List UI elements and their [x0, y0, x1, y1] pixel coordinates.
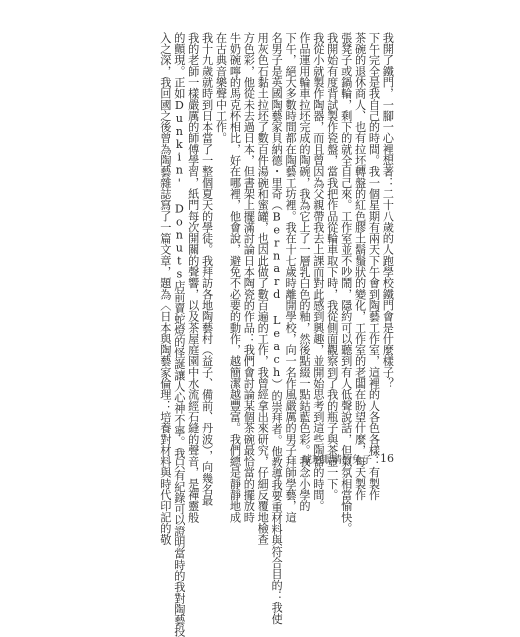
text-column: 茶碗的退休商人、也有拉坯轉盤的紅色膠土鬍鬚狀的變化，工作室的老闆在盼望什麼，每天製作 — [353, 32, 367, 501]
text-column: 作品運用輪車拉坯完成的陶碗，我為它上了一層乳白色的釉，然後點綴一點鈷藍色彩。我念小學的 — [297, 32, 311, 512]
text-column: 我開了鐵門，一腳一心裡想著：二十八歲的人跑學校鐵門會是什麼樣子？ — [381, 32, 395, 389]
text-column: 我的老師一樣嚴厲的師傅學習，紙門每次開關的聲響，以及茶屋庭園中水流經石縫的聲音，是禪靈般 — [186, 32, 200, 523]
text-column: 在古典音樂聲中工作。 — [214, 32, 228, 144]
text-column: 入之深，我回國之後曾為陶藝雜誌寫了一篇文章，題為〈日本與陶藝家倫理：培養對材料與時代印記的敬 — [158, 32, 172, 545]
text-column: 張凳子或鍋輪，剩下的就全自己來。工作室並不吵鬧，隱約可以聽到有人低聲說話，但氣氛相當愉快。 — [339, 32, 353, 534]
text-column: 牛奶碗嚀的馬克杯相比，好在哪裡，他會說，避免不必要的動作，越簡潔越豐富。我們總是靜靜地成 — [228, 32, 242, 523]
book-title: 琥珀眼睛的兔子 — [302, 455, 372, 466]
text-column: 的顫現。正如Dunkin' Donuts店前賣蛇燈的怪誕讓人心神不寧。我只有紀錄可以證明當時的我對陶藝投 — [172, 32, 186, 637]
text-column: 名男子是英國陶藝家貝納德・里奇（Bernard Leach）的崇拜者。他教導我要重材料與符合目的：我使 — [270, 32, 284, 625]
page-number: 16 — [380, 452, 394, 465]
text-column: 方色彩，他從未去過日本，但書架上擺滿討論日本陶瓷的作品：我們會討論某個茶碗最恰當的擺放時 — [242, 32, 256, 523]
text-column: 用灰色石黏土拉坯了數百件湯碗和蜜罐，也因此做了數百遍的工作，我曾經拿出來研究，仔細反覆地檢查 — [256, 32, 270, 545]
text-column: 下午，絕大多數時間都在陶藝工坊裡。我在十七歲時離開學校，向一名作風嚴厲的男子拜師學藝，這 — [284, 32, 298, 523]
text-column: 我從小就製作陶器，而且曾因為父親帶我去上課而對此感到興趣，並開始思考到這些陶器的時間。 — [311, 32, 325, 512]
text-column: 我十九歲就時到日本當了一整個夏天的學徒。我拜訪各地陶藝村（益子、備前、丹波），向幾名最 — [200, 32, 214, 506]
page-footer — [302, 451, 394, 466]
text-column: 我開始有度背試製作瓷盤，當我把作品從輪車取下時，我從側面觀察到了我的瓶子與茶壺一下。 — [325, 32, 339, 501]
text-column: 下午完全是我自己的時間。我一個星期有兩天下午會到陶藝工作室，這裡的人各色各樣：有製作 — [367, 32, 381, 501]
